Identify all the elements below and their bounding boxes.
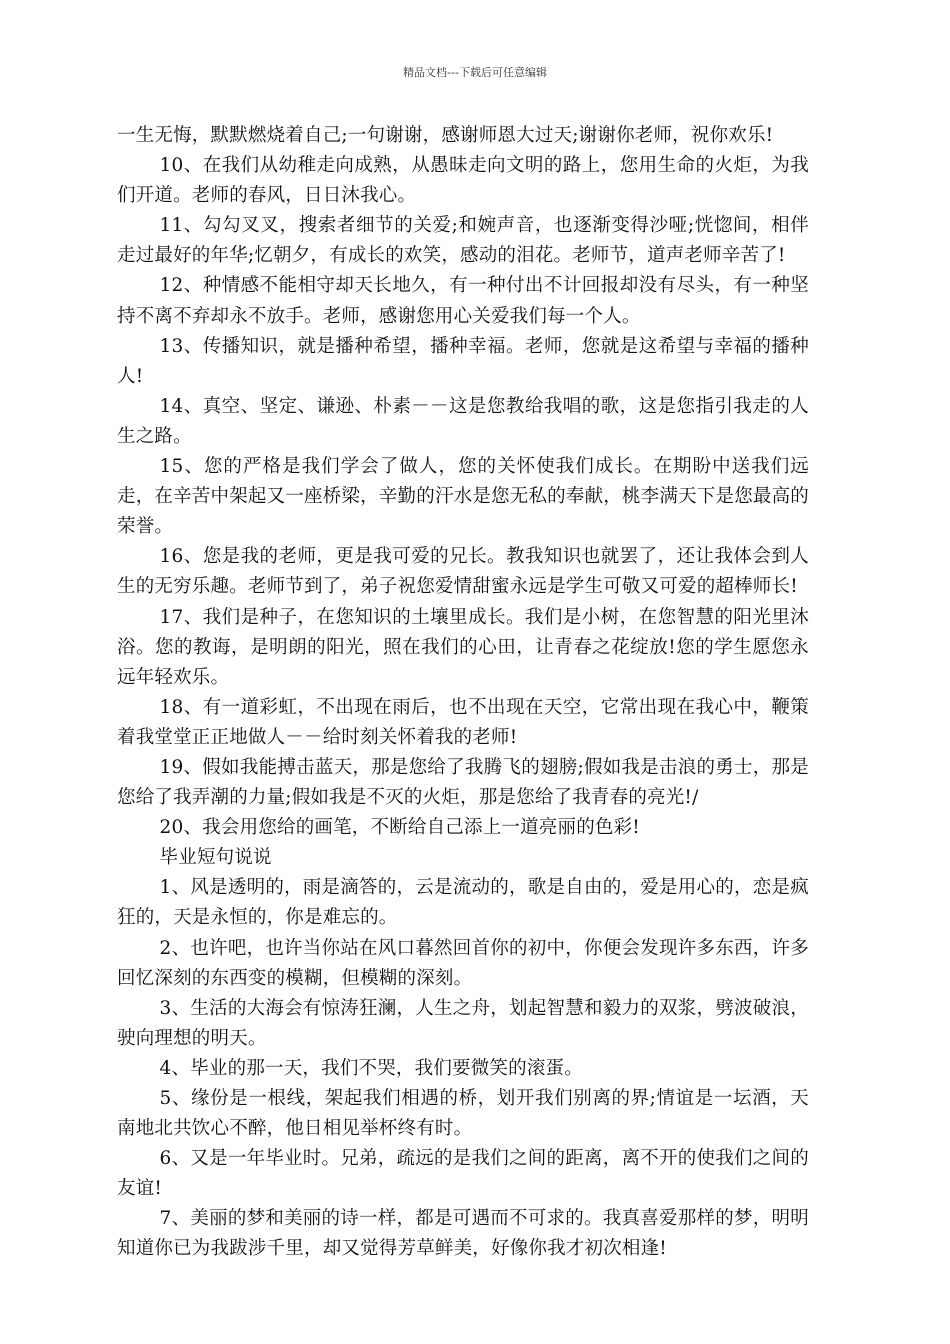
- paragraph-item-11: 11、勾勾叉叉，搜索者细节的关爱;和婉声音，也逐渐变得沙哑;恍惚间，相伴走过最好的年华;忆朝夕，有成长的欢笑，感动的泪花。老师节，道声老师辛苦了!: [117, 215, 809, 267]
- graduation-item-5: 5、缘份是一根线，架起我们相遇的桥，划开我们别离的界;情谊是一坛酒，天南地北共饮心不醉，他日相见举杯终有时。: [117, 1088, 809, 1140]
- paragraph-item-14: 14、真空、坚定、谦逊、朴素－－这是您教给我唱的歌，这是您指引我走的人生之路。: [117, 395, 809, 447]
- graduation-item-6: 6、又是一年毕业时。兄弟，疏远的是我们之间的距离，离不开的使我们之间的友谊!: [117, 1148, 809, 1200]
- paragraph-item-17: 17、我们是种子，在您知识的土壤里成长。我们是小树，在您智慧的阳光里沐浴。您的教诲，是明朗的阳光，照在我们的心田，让青春之花绽放!您的学生愿您永远年轻欢乐。: [117, 606, 809, 688]
- paragraph-item-20: 20、我会用您给的画笔，不断给自己添上一道亮丽的色彩!: [159, 817, 640, 839]
- graduation-item-4: 4、毕业的那一天，我们不哭，我们要微笑的滚蛋。: [159, 1057, 583, 1079]
- paragraph-item-12: 12、种情感不能相守却天长地久，有一种付出不计回报却没有尽头，有一种坚持不离不弃却永不放手。老师，感谢您用心关爱我们每一个人。: [117, 275, 809, 327]
- paragraph-item-16: 16、您是我的老师，更是我可爱的兄长。教我知识也就罢了，还让我体会到人生的无穷乐趣。老师节到了，弟子祝您爱情甜蜜永远是学生可敬又可爱的超棒师长!: [117, 546, 809, 598]
- page-header: 精品文档---下载后可任意编辑: [403, 66, 547, 79]
- graduation-item-7: 7、美丽的梦和美丽的诗一样，都是可遇而不可求的。我真喜爱那样的梦，明明知道你已为我跋涉千里，却又觉得芳草鲜美，好像你我才初次相逢!: [117, 1208, 809, 1260]
- graduation-item-1: 1、风是透明的，雨是滴答的，云是流动的，歌是自由的，爱是用心的，恋是疯狂的，天是永恒的，你是难忘的。: [117, 877, 809, 929]
- paragraph-continuation: 一生无悔，默默燃烧着自己;一句谢谢，感谢师恩大过天;谢谢你老师，祝你欢乐!: [117, 125, 774, 146]
- paragraph-item-10: 10、在我们从幼稚走向成熟，从愚昧走向文明的路上，您用生命的火炬，为我们开道。老师的春风，日日沐我心。: [117, 155, 809, 207]
- paragraph-item-19: 19、假如我能搏击蓝天，那是您给了我腾飞的翅膀;假如我是击浪的勇士，那是您给了我弄潮的力量;假如我是不灭的火炬，那是您给了我青春的亮光!/: [117, 756, 809, 809]
- paragraph-item-15: 15、您的严格是我们学会了做人，您的关怀使我们成长。在期盼中送我们远走，在辛苦中架起又一座桥梁，辛勤的汗水是您无私的奉献，桃李满天下是您最高的荣誉。: [117, 456, 809, 538]
- graduation-item-2: 2、也许吧，也许当你站在风口暮然回首你的初中，你便会发现许多东西，许多回忆深刻的东西变的模糊，但模糊的深刻。: [117, 937, 809, 989]
- section-heading: 毕业短句说说: [159, 847, 272, 869]
- document-body: [117, 121, 809, 1265]
- graduation-item-3: 3、生活的大海会有惊涛狂澜，人生之舟，划起智慧和毅力的双浆，劈波破浪，驶向理想的明天。: [117, 997, 809, 1049]
- paragraph-item-13: 13、传播知识，就是播种希望，播种幸福。老师，您就是这希望与幸福的播种人!: [117, 335, 809, 387]
- paragraph-item-18: 18、有一道彩虹，不出现在雨后，也不出现在天空，它常出现在我心中，鞭策着我堂堂正正地做人－－给时刻关怀着我的老师!: [117, 696, 809, 748]
